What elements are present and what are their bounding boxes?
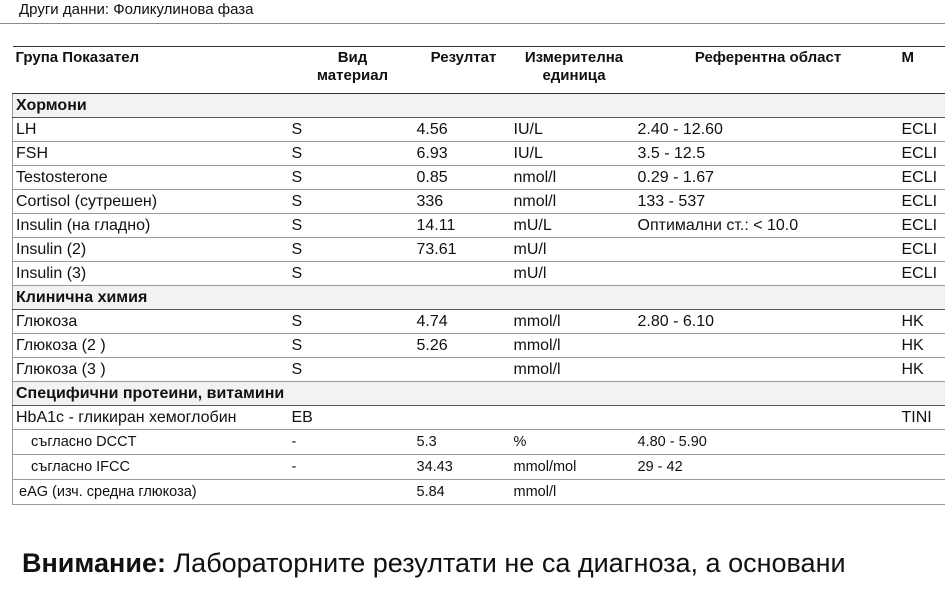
- header-unit-line1: Измерителна: [524, 49, 624, 66]
- cell-name: FSH: [13, 142, 289, 166]
- cell-result: 6.93: [414, 142, 511, 166]
- header-unit: [511, 47, 635, 94]
- cell-name: Insulin (на гладно): [13, 214, 289, 238]
- cell-result: [414, 406, 511, 430]
- cell-reference: [635, 238, 899, 262]
- section-title: Хормони: [13, 94, 945, 118]
- section-header-row: [13, 94, 945, 118]
- table-row: [13, 262, 945, 286]
- cell-material: S: [289, 118, 414, 142]
- cell-method: HK: [899, 334, 945, 358]
- table-row: [13, 406, 945, 430]
- table-row: [13, 334, 945, 358]
- table-row: [13, 214, 945, 238]
- notice-text: [22, 546, 945, 580]
- cell-method: TINI: [899, 406, 945, 430]
- lab-results-table: [12, 46, 945, 505]
- table-row: [13, 430, 945, 455]
- table-body: [13, 94, 945, 505]
- cell-method: ECLI: [899, 238, 945, 262]
- section-header-row: [13, 286, 945, 310]
- cell-method: ECLI: [899, 262, 945, 286]
- cell-unit: IU/L: [511, 142, 635, 166]
- cell-result: 336: [414, 190, 511, 214]
- cell-result: [414, 262, 511, 286]
- cell-unit: mU/l: [511, 262, 635, 286]
- cell-reference: [635, 406, 899, 430]
- table-row: [13, 480, 945, 505]
- table-header-row: [13, 47, 945, 94]
- cell-method: HK: [899, 310, 945, 334]
- cell-name: Глюкоза (3 ): [13, 358, 289, 382]
- cell-material: S: [289, 166, 414, 190]
- other-data-line: Други данни: Фоликулинова фаза: [0, 0, 945, 24]
- cell-name: Cortisol (сутрешен): [13, 190, 289, 214]
- cell-method: ECLI: [899, 118, 945, 142]
- cell-reference: [635, 358, 899, 382]
- table-row: [13, 238, 945, 262]
- cell-unit: [511, 406, 635, 430]
- cell-name: Insulin (2): [13, 238, 289, 262]
- header-material-line1: Вид: [337, 49, 368, 66]
- cell-reference: [635, 262, 899, 286]
- cell-name: Глюкоза (2 ): [13, 334, 289, 358]
- cell-reference: 4.80 - 5.90: [635, 430, 899, 455]
- section-title: Клинична химия: [13, 286, 945, 310]
- header-reference: Референтна област: [635, 47, 899, 94]
- cell-name: LH: [13, 118, 289, 142]
- notice-label: Внимание:: [22, 548, 166, 578]
- table-row: [13, 142, 945, 166]
- cell-result: 5.26: [414, 334, 511, 358]
- cell-name: съгласно DCCT: [13, 430, 289, 455]
- cell-method: ECLI: [899, 214, 945, 238]
- cell-method: ECLI: [899, 142, 945, 166]
- cell-unit: IU/L: [511, 118, 635, 142]
- header-result: Резултат: [414, 47, 511, 94]
- table-row: [13, 358, 945, 382]
- cell-method: HK: [899, 358, 945, 382]
- cell-reference: [635, 480, 899, 505]
- cell-unit: mU/l: [511, 238, 635, 262]
- header-method: М: [899, 47, 945, 94]
- notice-body: Лабораторните резултати не са диагноза, а основани: [165, 548, 846, 578]
- cell-reference: 133 - 537: [635, 190, 899, 214]
- cell-result: 4.74: [414, 310, 511, 334]
- cell-unit: mmol/l: [511, 334, 635, 358]
- cell-result: [414, 358, 511, 382]
- cell-material: S: [289, 214, 414, 238]
- cell-method: ECLI: [899, 190, 945, 214]
- header-unit-line2: единица: [542, 67, 606, 84]
- cell-method: [899, 480, 945, 505]
- cell-material: S: [289, 238, 414, 262]
- header-group: Група Показател: [13, 47, 289, 94]
- cell-name: Insulin (3): [13, 262, 289, 286]
- cell-unit: mmol/l: [511, 480, 635, 505]
- cell-unit: nmol/l: [511, 190, 635, 214]
- cell-unit: mmol/mol: [511, 455, 635, 480]
- cell-reference: 3.5 - 12.5: [635, 142, 899, 166]
- cell-material: S: [289, 142, 414, 166]
- cell-material: -: [289, 455, 414, 480]
- table-row: [13, 118, 945, 142]
- cell-material: -: [289, 430, 414, 455]
- cell-material: EB: [289, 406, 414, 430]
- section-header-row: [13, 382, 945, 406]
- cell-name: eAG (изч. средна глюкоза): [13, 480, 289, 505]
- header-material-line2: материал: [316, 67, 389, 84]
- cell-method: [899, 430, 945, 455]
- cell-name: съгласно IFCC: [13, 455, 289, 480]
- cell-name: HbA1c - гликиран хемоглобин: [13, 406, 289, 430]
- cell-reference: Оптимални ст.: < 10.0: [635, 214, 899, 238]
- cell-material: S: [289, 262, 414, 286]
- cell-unit: mmol/l: [511, 358, 635, 382]
- cell-reference: 0.29 - 1.67: [635, 166, 899, 190]
- header-material: [289, 47, 414, 94]
- cell-result: 34.43: [414, 455, 511, 480]
- cell-reference: 2.80 - 6.10: [635, 310, 899, 334]
- cell-result: 0.85: [414, 166, 511, 190]
- cell-result: 73.61: [414, 238, 511, 262]
- cell-material: S: [289, 190, 414, 214]
- cell-name: Глюкоза: [13, 310, 289, 334]
- cell-reference: 2.40 - 12.60: [635, 118, 899, 142]
- cell-method: [899, 455, 945, 480]
- cell-material: [289, 480, 414, 505]
- cell-result: 4.56: [414, 118, 511, 142]
- cell-unit: mmol/l: [511, 310, 635, 334]
- cell-unit: %: [511, 430, 635, 455]
- table-row: [13, 190, 945, 214]
- cell-unit: mU/L: [511, 214, 635, 238]
- table-row: [13, 310, 945, 334]
- cell-result: 5.84: [414, 480, 511, 505]
- cell-material: S: [289, 310, 414, 334]
- cell-method: ECLI: [899, 166, 945, 190]
- table-row: [13, 455, 945, 480]
- cell-unit: nmol/l: [511, 166, 635, 190]
- section-title: Специфични протеини, витамини: [13, 382, 945, 406]
- cell-result: 14.11: [414, 214, 511, 238]
- cell-reference: 29 - 42: [635, 455, 899, 480]
- cell-material: S: [289, 358, 414, 382]
- cell-name: Testosterone: [13, 166, 289, 190]
- cell-material: S: [289, 334, 414, 358]
- table-row: [13, 166, 945, 190]
- cell-reference: [635, 334, 899, 358]
- cell-result: 5.3: [414, 430, 511, 455]
